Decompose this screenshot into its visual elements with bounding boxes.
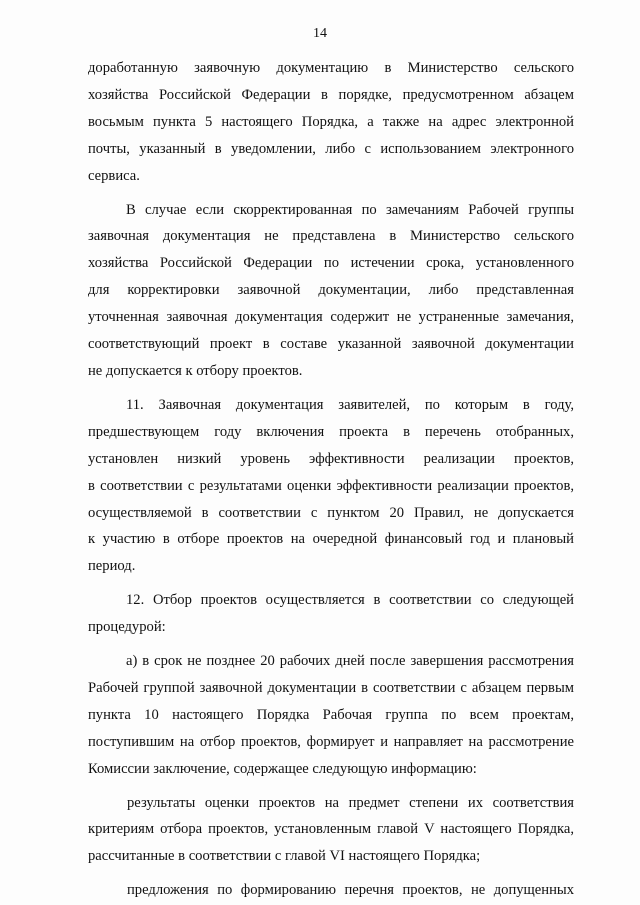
text-line: доработанную заявочную документацию в Министерство сельского: [88, 60, 574, 76]
page-number: 14: [313, 26, 327, 41]
paragraph: [88, 197, 574, 385]
text-line: заявочная документация не представлена в Министерство сельского: [88, 228, 574, 245]
text-line: В случае если скорректированная по замечаниям Рабочей группы: [126, 201, 574, 218]
text-line: поступившим на отбор проектов, формирует и направляет на рассмотрение: [88, 733, 574, 750]
text-line: 11. Заявочная документация заявителей, по которым в году,: [126, 396, 574, 413]
text-line: сервиса.: [88, 167, 140, 184]
text-line: к участию в отборе проектов на очередной финансовый год и плановый: [88, 531, 574, 548]
text-line: критериям отбора проектов, установленным главой V настоящего Порядка,: [88, 821, 574, 838]
text-line: Рабочей группой заявочной документации в соответствии с абзацем первым: [88, 679, 574, 696]
text-line: предложения по формированию перечня проектов, не допущенных: [127, 882, 574, 899]
text-line: уточненная заявочная документация содержит не устраненные замечания,: [88, 309, 574, 326]
text-line: рассчитанные в соответствии с главой VI настоящего Порядка;: [88, 848, 481, 865]
text-line: 12. Отбор проектов осуществляется в соответствии со следующей: [126, 592, 574, 609]
text-line: а) в срок не позднее 20 рабочих дней после завершения рассмотрения: [126, 653, 574, 670]
text-line: Комиссии заключение, содержащее следующую информацию:: [88, 760, 477, 777]
paragraph: [88, 55, 574, 190]
paragraph: [88, 790, 574, 871]
text-line: процедурой:: [88, 619, 166, 636]
text-line: пункта 10 настоящего Порядка Рабочая группа по всем проектам,: [88, 706, 574, 723]
paragraph: [88, 877, 574, 904]
document-body: [88, 55, 574, 904]
text-line: хозяйства Российской Федерации по истечении срока, установленного: [88, 255, 574, 272]
text-line: период.: [88, 558, 136, 575]
paragraph: [88, 392, 574, 580]
text-line: предшествующем году включения проекта в перечень отобранных,: [88, 423, 574, 440]
paragraph: [88, 648, 574, 783]
text-line: соответствующий проект в составе указанной заявочной документации: [88, 336, 574, 353]
paragraph: [88, 587, 574, 641]
text-line: результаты оценки проектов на предмет степени их соответствия: [127, 794, 574, 811]
text-line: осуществляемой в соответствии с пунктом 20 Правил, не допускается: [88, 504, 574, 521]
text-line: установлен низкий уровень эффективности реализации проектов,: [88, 450, 574, 467]
text-line: восьмым пункта 5 настоящего Порядка, а также на адрес электронной: [88, 113, 574, 130]
text-line: для корректировки заявочной документации, либо представленная: [88, 282, 574, 299]
text-line: почты, указанный в уведомлении, либо с использованием электронного: [88, 140, 574, 157]
text-line: не допускается к отбору проектов.: [88, 362, 303, 379]
text-line: хозяйства Российской Федерации в порядке, предусмотренном абзацем: [88, 86, 574, 103]
text-line: в соответствии с результатами оценки эффективности реализации проектов,: [88, 477, 574, 494]
